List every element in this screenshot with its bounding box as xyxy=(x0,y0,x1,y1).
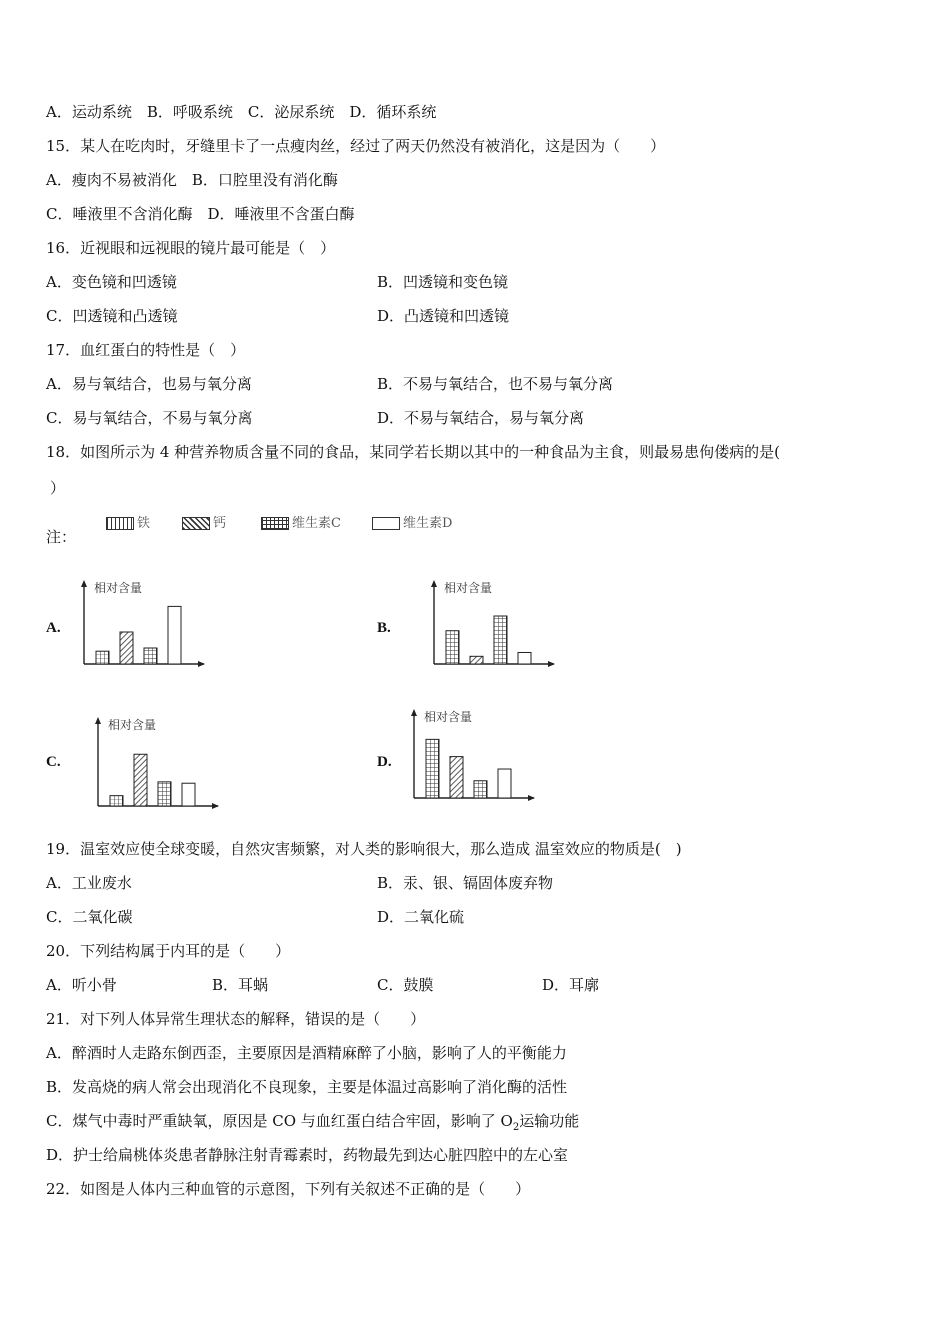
bar-a-3 xyxy=(144,648,157,664)
q21-option-d: D．护士给扁桃体炎患者静脉注射青霉素时，药物最先到达心脏四腔中的左心室 xyxy=(46,1146,569,1164)
legend-calcium xyxy=(182,512,226,531)
q17-option-d: D．不易与氧结合，易与氧分离 xyxy=(377,409,585,427)
y-axis-label: 相对含量 xyxy=(424,710,473,724)
q16-option-a: A．变色镜和凹透镜 xyxy=(46,273,177,291)
q20-option-a: A．听小骨 xyxy=(46,976,117,994)
y-axis-arrow xyxy=(95,717,101,724)
x-axis-arrow xyxy=(212,803,219,809)
legend-calcium-swatch xyxy=(182,517,210,530)
q20-stem: 20．下列结构属于内耳的是（ ） xyxy=(46,942,291,960)
y-axis-label: 相对含量 xyxy=(94,581,143,595)
q17-option-b: B．不易与氧结合，也不易与氧分离 xyxy=(377,375,614,393)
q22-stem: 22．如图是人体内三种血管的示意图，下列有关叙述不正确的是（ ） xyxy=(46,1180,531,1198)
q21-option-c-text-end: 运输功能 xyxy=(519,1112,580,1130)
legend-vitamin-c xyxy=(261,512,341,531)
q21-option-c xyxy=(46,1111,579,1138)
bar-d-4 xyxy=(498,769,511,798)
q14-options: A．运动系统 B．呼吸系统 C．泌尿系统 D．循环系统 xyxy=(46,103,437,121)
bar-b-2 xyxy=(470,656,483,664)
y-axis-arrow xyxy=(411,709,417,716)
legend-vitamin-d-label: 维生素D xyxy=(403,516,453,531)
q15-stem: 15．某人在吃肉时，牙缝里卡了一点瘦肉丝，经过了两天仍然没有被消化，这是因为（ ） xyxy=(46,137,666,155)
q16-option-b: B．凹透镜和变色镜 xyxy=(377,273,509,291)
q19-option-b: B．汞、银、镉固体废弃物 xyxy=(377,874,554,892)
bar-a-2 xyxy=(120,632,133,664)
q18-label-c: C. xyxy=(46,754,61,770)
bar-a-1 xyxy=(96,651,109,664)
bar-a-4 xyxy=(168,606,181,664)
bar-b-4 xyxy=(518,652,531,664)
legend-vitamin-d-swatch xyxy=(372,517,400,530)
q21-option-b: B．发高烧的病人常会出现消化不良现象，主要是体温过高影响了消化酶的活性 xyxy=(46,1078,568,1096)
x-axis-arrow xyxy=(198,661,205,667)
x-axis-arrow xyxy=(528,795,535,801)
q19-option-c: C．二氧化碳 xyxy=(46,908,133,926)
chart-d xyxy=(410,707,540,802)
q21-option-a: A．醉酒时人走路东倒西歪，主要原因是酒精麻醉了小脑，影响了人的平衡能力 xyxy=(46,1044,567,1062)
legend-vitamin-c-swatch xyxy=(261,517,289,530)
q18-label-d: D. xyxy=(377,754,392,770)
bar-b-3 xyxy=(494,616,507,664)
q16-stem: 16．近视眼和远视眼的镜片最可能是（ ） xyxy=(46,239,336,257)
legend-iron-swatch xyxy=(106,517,134,530)
y-axis-arrow xyxy=(431,580,437,587)
q18-stem-end: ） xyxy=(50,479,66,497)
y-axis-label: 相对含量 xyxy=(108,718,157,732)
q17-option-a: A．易与氧结合，也易与氧分离 xyxy=(46,375,252,393)
q19-option-a: A．工业废水 xyxy=(46,874,132,892)
q21-option-c-subscript: 2 xyxy=(512,1122,520,1133)
bar-c-4 xyxy=(182,783,195,806)
q17-stem: 17．血红蛋白的特性是（ ） xyxy=(46,341,246,359)
q15-options-row1: A．瘦肉不易被消化 B．口腔里没有消化酶 xyxy=(46,171,338,189)
q21-stem: 21．对下列人体异常生理状态的解释，错误的是（ ） xyxy=(46,1010,426,1028)
q15-options-row2: C．唾液里不含消化酶 D．唾液里不含蛋白酶 xyxy=(46,205,355,223)
q20-option-c: C．鼓膜 xyxy=(377,976,434,994)
y-axis-arrow xyxy=(81,580,87,587)
bar-c-3 xyxy=(158,782,171,806)
chart-c xyxy=(94,715,224,810)
q16-option-d: D．凸透镜和凹透镜 xyxy=(377,307,510,325)
bar-d-2 xyxy=(450,757,463,798)
chart-b xyxy=(430,578,560,668)
chart-a xyxy=(80,578,210,668)
bar-b-1 xyxy=(446,631,459,664)
q18-label-b: B. xyxy=(377,620,391,636)
q16-option-c: C．凹透镜和凸透镜 xyxy=(46,307,178,325)
q17-option-c: C．易与氧结合，不易与氧分离 xyxy=(46,409,253,427)
bar-d-3 xyxy=(474,781,487,798)
q20-option-b: B．耳蜗 xyxy=(212,976,269,994)
legend-iron-label: 铁 xyxy=(137,516,151,531)
legend-calcium-label: 钙 xyxy=(213,516,227,531)
q18-label-a: A. xyxy=(46,620,61,636)
bar-c-2 xyxy=(134,754,147,806)
x-axis-arrow xyxy=(548,661,555,667)
bar-d-1 xyxy=(426,739,439,798)
q19-option-d: D．二氧化硫 xyxy=(377,908,465,926)
legend-vitamin-c-label: 维生素C xyxy=(292,516,341,531)
legend-iron xyxy=(106,512,150,531)
y-axis-label: 相对含量 xyxy=(444,581,493,595)
q20-option-d: D．耳廓 xyxy=(542,976,600,994)
q19-stem: 19．温室效应使全球变暖，自然灾害频繁，对人类的影响很大，那么造成 温室效应的物质是( ) xyxy=(46,840,682,858)
q21-option-c-text: C．煤气中毒时严重缺氧，原因是 CO 与血红蛋白结合牢固，影响了 O xyxy=(46,1112,513,1130)
bar-c-1 xyxy=(110,796,123,806)
q18-stem: 18．如图所示为 4 种营养物质含量不同的食品，某同学若长期以其中的一种食品为主食，则最易患佝偻病的是( xyxy=(46,443,781,461)
q18-note-label: 注： xyxy=(46,528,77,546)
legend-vitamin-d xyxy=(372,512,452,531)
